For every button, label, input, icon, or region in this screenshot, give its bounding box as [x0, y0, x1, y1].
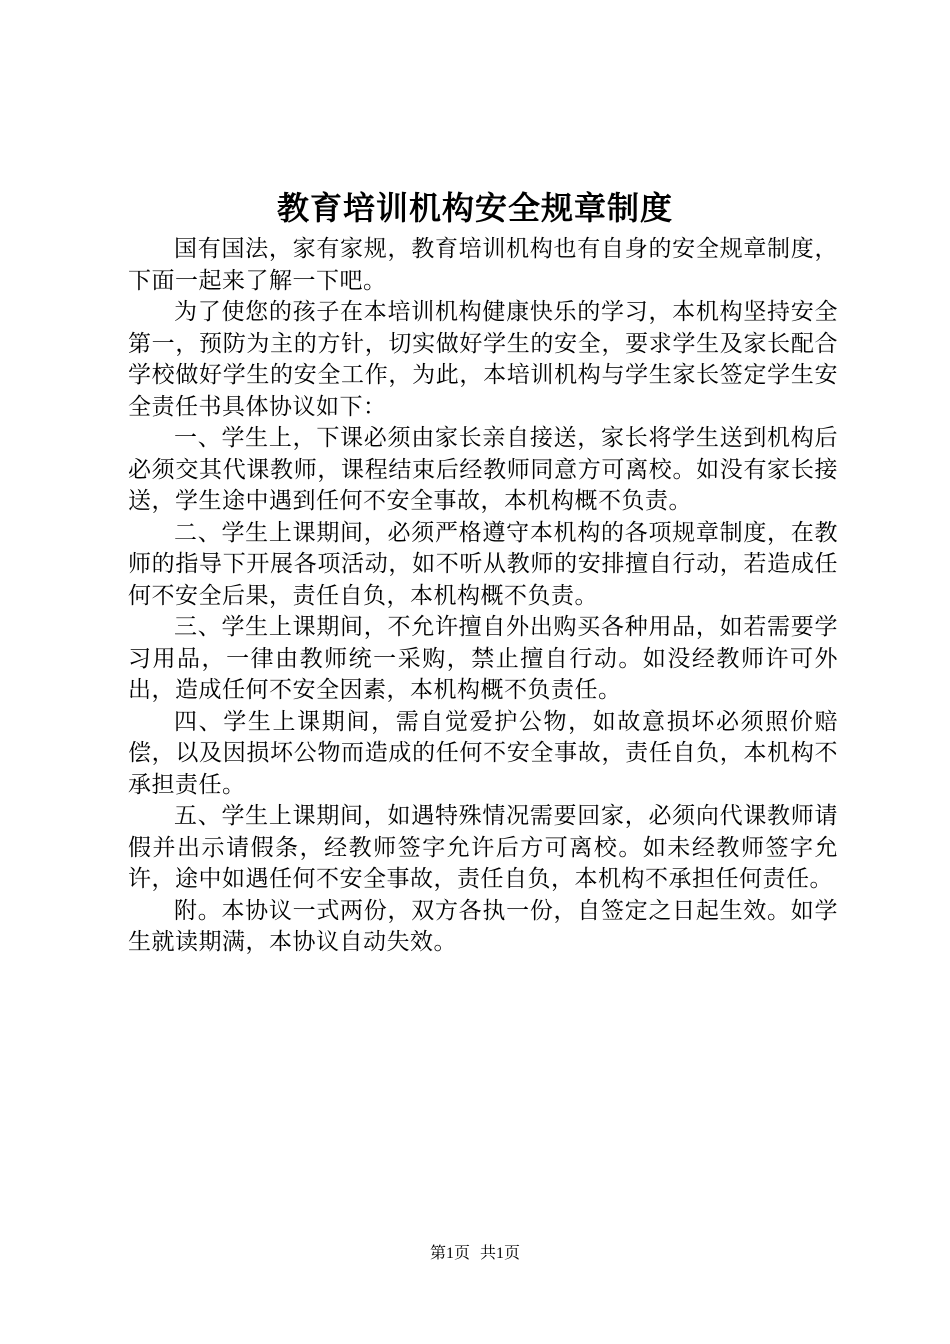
paragraph-appendix: 附。本协议一式两份，双方各执一份，自签定之日起生效。如学生就读期满，本协议自动失效。 — [128, 897, 838, 955]
paragraph-intro: 国有国法，家有家规，教育培训机构也有自身的安全规章制度，下面一起来了解一下吧。 — [128, 236, 838, 294]
page-total: 共1页 — [480, 1245, 521, 1262]
document-body — [128, 234, 838, 959]
paragraph-rule-3: 三、学生上课期间，不允许擅自外出购买各种用品，如若需要学习用品，一律由教师统一采购，禁止擅自行动。如没经教师许可外出，造成任何不安全因素，本机构概不负责任。 — [128, 614, 838, 703]
page-number: 第1页 — [429, 1245, 470, 1262]
paragraph-purpose: 为了使您的孩子在本培训机构健康快乐的学习，本机构坚持安全第一，预防为主的方针，切实做好学生的安全，要求学生及家长配合学校做好学生的安全工作，为此，本培训机构与学生家长签定学生安全责任书具体协议如下： — [128, 299, 838, 420]
paragraph-rule-5: 五、学生上课期间，如遇特殊情况需要回家，必须向代课教师请假并出示请假条，经教师签字允许后方可离校。如未经教师签字允许，途中如遇任何不安全事故，责任自负，本机构不承担任何责任。 — [128, 803, 838, 892]
paragraph-rule-2: 二、学生上课期间，必须严格遵守本机构的各项规章制度，在教师的指导下开展各项活动，如不听从教师的安排擅自行动，若造成任何不安全后果，责任自负，本机构概不负责。 — [128, 519, 838, 609]
paragraph-rule-1: 一、学生上，下课必须由家长亲自接送，家长将学生送到机构后必须交其代课教师，课程结束后经教师同意方可离校。如没有家长接送，学生途中遇到任何不安全事故，本机构概不负责。 — [128, 425, 838, 514]
page-footer — [0, 1242, 950, 1266]
paragraph-rule-4: 四、学生上课期间，需自觉爱护公物，如故意损坏必须照价赔偿，以及因损坏公物而造成的任何不安全事故，责任自负，本机构不承担责任。 — [128, 708, 838, 798]
document-title: 教育培训机构安全规章制度 — [276, 189, 673, 227]
